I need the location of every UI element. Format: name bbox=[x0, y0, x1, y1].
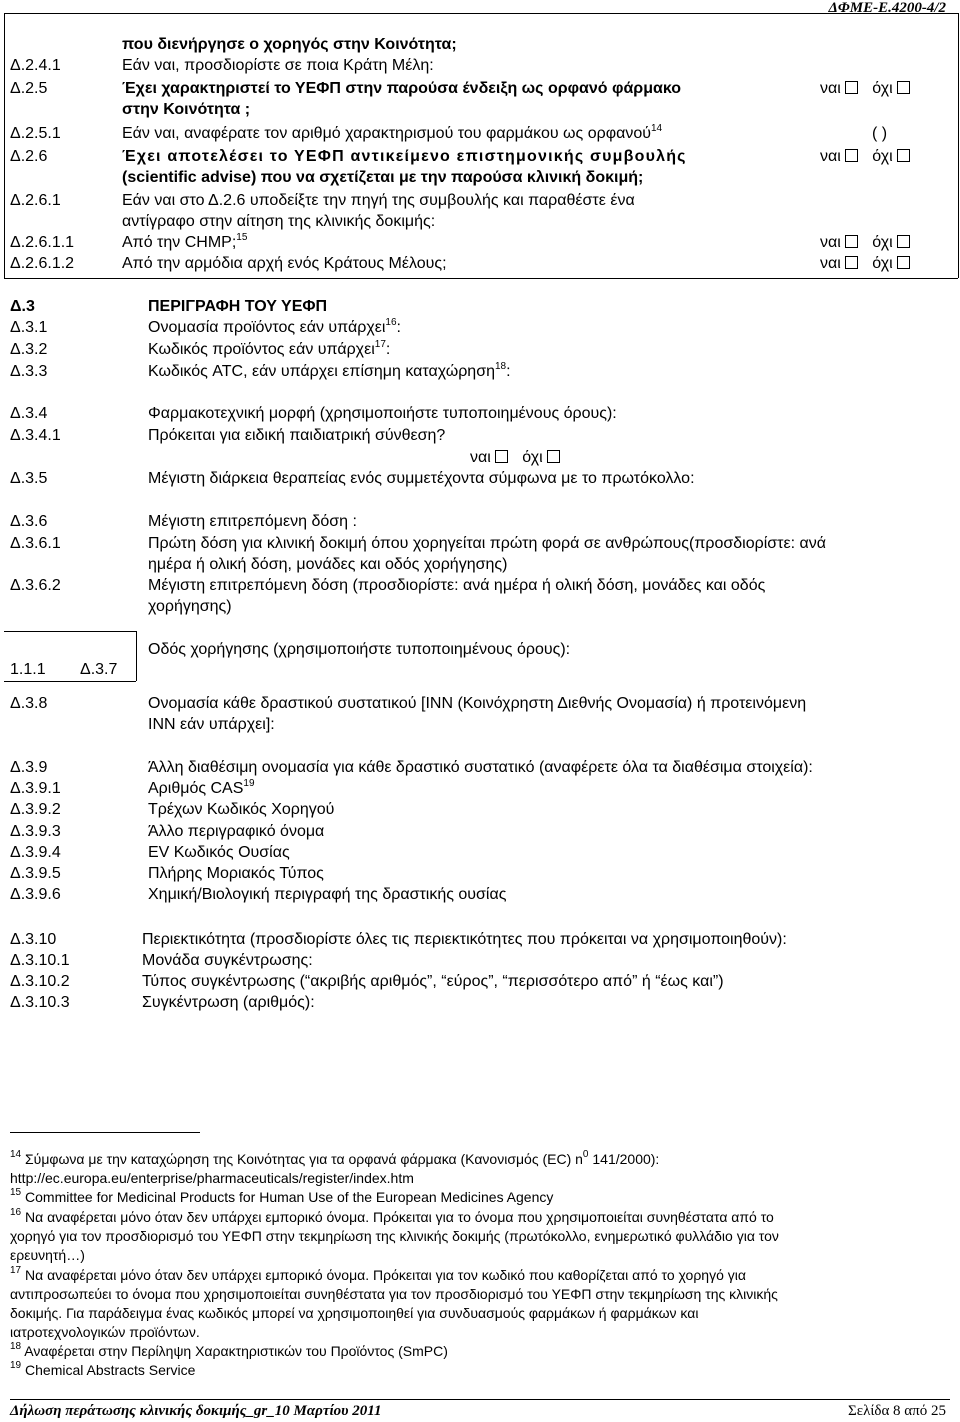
footnote-18: $^{18}$ Αναφέρεται στην Περίληψη Χαρακτηριστικών του Προϊόντος (SmPC) bbox=[10, 1341, 448, 1359]
table-bottom-border bbox=[4, 278, 958, 279]
item-number: Δ.3.1 bbox=[10, 319, 48, 336]
footnote-14-link[interactable]: http://ec.europa.eu/enterprise/pharmaceuticals/register/index.htm bbox=[10, 1170, 414, 1186]
item-label: Μέγιστη διάρκεια θεραπείας ενός συμμετέχοντα σύμφωνα με το πρωτόκολλο: bbox=[148, 470, 695, 487]
row-text: Από την CHMP;$^{15}$ bbox=[122, 232, 248, 251]
route-box-right bbox=[136, 631, 137, 681]
row-number: Δ.2.5.1 bbox=[10, 125, 61, 142]
item-label: Τύπος συγκέντρωσης (“ακριβής αριθμός”, “εύρος”, “περισσότερο από” ή “έως και”) bbox=[142, 973, 724, 990]
item-label: Μέγιστη επιτρεπόμενη δόση (προσδιορίστε: ανά ημέρα ή ολική δόση, μονάδες και οδός bbox=[148, 577, 766, 594]
item-number: Δ.3.9.4 bbox=[10, 844, 61, 861]
row-number: Δ.2.5 bbox=[10, 80, 48, 97]
item-label: Τρέχων Κωδικός Χορηγού bbox=[148, 801, 335, 818]
item-label: Φαρμακοτεχνική μορφή (χρησιμοποιήστε τυποποιημένους όρους): bbox=[148, 405, 617, 422]
item-number: Δ.3.6.1 bbox=[10, 535, 61, 552]
footer-rule bbox=[10, 1399, 950, 1400]
item-number: Δ.3.2 bbox=[10, 341, 48, 358]
item-number: Δ.3.9.1 bbox=[10, 780, 61, 797]
no-checkbox[interactable] bbox=[897, 256, 910, 269]
item-number-prefix: 1.1.1 bbox=[10, 661, 46, 678]
item-label: EV Κωδικός Ουσίας bbox=[148, 844, 290, 861]
route-box-top bbox=[4, 631, 136, 632]
item-label: Πλήρης Μοριακός Τύπος bbox=[148, 865, 324, 882]
row-number: Δ.2.6.1 bbox=[10, 192, 61, 209]
yes-checkbox[interactable] bbox=[845, 81, 858, 94]
item-label: Χημική/Βιολογική περιγραφή της δραστικής ουσίας bbox=[148, 886, 507, 903]
footnote-16-cont: ερευνητή…) bbox=[10, 1247, 85, 1263]
row-number: Δ.2.6.1.2 bbox=[10, 255, 75, 272]
no-label: όχι bbox=[872, 255, 893, 272]
row-text: Από την αρμόδια αρχή ενός Κράτους Μέλους; bbox=[122, 255, 447, 272]
item-label: Άλλο περιγραφικό όνομα bbox=[148, 823, 325, 840]
no-checkbox[interactable] bbox=[897, 235, 910, 248]
item-label-cont: INN εάν υπάρχει]: bbox=[148, 716, 275, 733]
item-number: Δ.3.9.6 bbox=[10, 886, 61, 903]
table-right-border bbox=[958, 13, 959, 278]
row-number: Δ.2.6.1.1 bbox=[10, 234, 75, 251]
row-text: Εάν ναι, αναφέρατε τον αριθμό χαρακτηρισμού του φαρμάκου ως ορφανού$^{14}$ bbox=[122, 123, 663, 142]
footnote-16-cont: χορηγό για τον προσδιορισμό του ΥΕΦΠ στην τεκμηρίωση της κλινικής δοκιμής (πρωτόκολλο, ενημερωτικό φυλλάδιο για τον bbox=[10, 1228, 779, 1244]
yes-label: ναι bbox=[820, 234, 841, 251]
item-label: Μονάδα συγκέντρωσης: bbox=[142, 952, 313, 969]
row-text-cont: στην Κοινότητα ; bbox=[122, 101, 251, 118]
footnote-separator bbox=[10, 1132, 200, 1133]
item-number: Δ.3.10.3 bbox=[10, 994, 70, 1011]
item-number: Δ.3.10.1 bbox=[10, 952, 70, 969]
no-label: όχι bbox=[872, 80, 893, 97]
section-title: ΠΕΡΙΓΡΑΦΗ ΤΟΥ ΥΕΦΠ bbox=[148, 298, 328, 315]
item-number: Δ.3.9.2 bbox=[10, 801, 61, 818]
no-label: όχι bbox=[872, 148, 893, 165]
yes-no-choice bbox=[820, 233, 912, 253]
item-number: Δ.3.9.5 bbox=[10, 865, 61, 882]
row-number: Δ.2.6 bbox=[10, 148, 48, 165]
yes-checkbox[interactable] bbox=[845, 235, 858, 248]
no-checkbox[interactable] bbox=[897, 149, 910, 162]
item-number: Δ.3.6.2 bbox=[10, 577, 61, 594]
item-label-cont: χορήγησης) bbox=[148, 598, 232, 615]
item-label: Πρόκειται για ειδική παιδιατρική σύνθεση? bbox=[148, 427, 446, 444]
row-text: Εάν ναι, προσδιορίστε σε ποια Κράτη Μέλη: bbox=[122, 57, 434, 74]
item-number: Δ.3.5 bbox=[10, 470, 48, 487]
footnote-19: $^{19}$ Chemical Abstracts Service bbox=[10, 1360, 196, 1378]
item-number: Δ.3.4 bbox=[10, 405, 48, 422]
item-number: Δ.3.8 bbox=[10, 695, 48, 712]
yes-no-choice bbox=[820, 79, 912, 99]
item-number: Δ.3.4.1 bbox=[10, 427, 61, 444]
row-number: Δ.2.4.1 bbox=[10, 57, 61, 74]
section-number: Δ.3 bbox=[10, 298, 35, 315]
item-label: Πρώτη δόση για κλινική δοκιμή όπου χορηγείται πρώτη φορά σε ανθρώπους(προσδιορίστε: ανά bbox=[148, 535, 826, 552]
yes-no-choice bbox=[820, 254, 912, 274]
yes-label: ναι bbox=[470, 449, 491, 466]
item-label-cont: ημέρα ή ολική δόση, μονάδες και οδός χορήγησης) bbox=[148, 556, 508, 573]
no-label: όχι bbox=[522, 449, 543, 466]
doc-code: ΔΦΜΕ-Ε.4200-4/2 bbox=[828, 0, 946, 16]
item-label: Οδός χορήγησης (χρησιμοποιήστε τυποποιημένους όρους): bbox=[148, 641, 571, 658]
footnote-17-cont: δοκιμής. Για παράδειγμα ένας κωδικός μπορεί να χρησιμοποιηθεί για συνδυασμούς φαρμάκων ή φαρμάκων και bbox=[10, 1305, 699, 1321]
footnote-15: $^{15}$ Committee for Medicinal Products for Human Use of the European Medicines Agency bbox=[10, 1187, 554, 1205]
yes-label: ναι bbox=[820, 80, 841, 97]
yes-checkbox[interactable] bbox=[845, 149, 858, 162]
yes-checkbox[interactable] bbox=[495, 450, 508, 463]
footer-page-number: Σελίδα 8 από 25 bbox=[848, 1403, 946, 1419]
row-text-cont: (scientific advise) που να σχετίζεται με την παρούσα κλινική δοκιμή; bbox=[122, 169, 644, 186]
row-text: Έχει χαρακτηριστεί το ΥΕΦΠ στην παρούσα ένδειξη ως ορφανό φάρμακο bbox=[122, 80, 681, 97]
footnote-14: $^{14}$ Σύμφωνα με την καταχώρηση της Κοινότητας για τα ορφανά φάρμακα (Κανονισμός (EC) n$^0$ 141/2000): bbox=[10, 1149, 660, 1167]
item-number: Δ.3.3 bbox=[10, 363, 48, 380]
footnote-17: $^{17}$ Να αναφέρεται μόνο όταν δεν υπάρχει εμπορικό όνομα. Πρόκειται για τον κωδικό που καθορίζεται από το χορηγό για bbox=[10, 1265, 746, 1283]
yes-label: ναι bbox=[820, 148, 841, 165]
footnote-16: $^{16}$ Να αναφέρεται μόνο όταν δεν υπάρχει εμπορικό όνομα. Πρόκειται για το όνομα που χρησιμοποιείται συνηθέστατα από το bbox=[10, 1207, 774, 1225]
item-label: Περιεκτικότητα (προσδιορίστε όλες τις περιεκτικότητες που πρόκειται να χρησιμοποιηθούν): bbox=[142, 931, 787, 948]
no-checkbox[interactable] bbox=[897, 81, 910, 94]
yes-checkbox[interactable] bbox=[845, 256, 858, 269]
item-label: Αριθμός CAS$^{19}$ bbox=[148, 778, 255, 797]
footer-left: Δήλωση περάτωσης κλινικής δοκιμής_gr_10 Μαρτίου 2011 bbox=[10, 1403, 382, 1419]
orphan-number-field[interactable]: ( ) bbox=[872, 125, 888, 142]
item-label: Άλλη διαθέσιμη ονομασία για κάθε δραστικό συστατικό (αναφέρετε όλα τα διαθέσιμα στοιχεία): bbox=[148, 759, 813, 776]
yes-no-choice bbox=[470, 448, 562, 468]
item-number: Δ.3.6 bbox=[10, 513, 48, 530]
item-number: Δ.3.10 bbox=[10, 931, 57, 948]
item-label: Κωδικός προϊόντος εάν υπάρχει$^{17}$: bbox=[148, 339, 391, 358]
item-label: Συγκέντρωση (αριθμός): bbox=[142, 994, 315, 1011]
row-text-cont: αντίγραφο στην αίτηση της κλινικής δοκιμής: bbox=[122, 213, 436, 230]
table-top-border bbox=[4, 13, 958, 14]
yes-no-choice bbox=[820, 147, 912, 167]
item-label: Ονομασία κάθε δραστικού συστατικού [INN (Κοινόχρηστη Διεθνής Ονομασία) ή προτεινόμενη bbox=[148, 695, 807, 712]
item-label: Ονομασία προϊόντος εάν υπάρχει$^{16}$: bbox=[148, 317, 401, 336]
item-label: Μέγιστη επιτρεπόμενη δόση : bbox=[148, 513, 357, 530]
item-number: Δ.3.10.2 bbox=[10, 973, 70, 990]
item-number: Δ.3.7 bbox=[80, 661, 118, 678]
yes-label: ναι bbox=[820, 255, 841, 272]
row-text: Έχει αποτελέσει το ΥΕΦΠ αντικείμενο επιστημονικής συμβουλής bbox=[122, 148, 687, 165]
item-label: Κωδικός ATC, εάν υπάρχει επίσημη καταχώρηση$^{18}$: bbox=[148, 361, 511, 380]
no-checkbox[interactable] bbox=[547, 450, 560, 463]
route-box-bottom bbox=[4, 681, 136, 682]
table-left-border bbox=[4, 13, 5, 278]
row-continuation-text: που διενήργησε ο χορηγός στην Κοινότητα; bbox=[122, 36, 457, 53]
footnote-17-cont: ιατροτεχνολογικών προϊόντων. bbox=[10, 1324, 200, 1340]
item-number: Δ.3.9.3 bbox=[10, 823, 61, 840]
row-text: Εάν ναι στο Δ.2.6 υποδείξτε την πηγή της συμβουλής και παραθέστε ένα bbox=[122, 192, 635, 209]
item-number: Δ.3.9 bbox=[10, 759, 48, 776]
no-label: όχι bbox=[872, 234, 893, 251]
footnote-17-cont: αντιπροσωπεύει το όνομα που χρησιμοποιείται συνηθέστατα για τον προσδιορισμό του ΥΕΦΠ στην τεκμηρίωση της κλινικής bbox=[10, 1286, 778, 1302]
